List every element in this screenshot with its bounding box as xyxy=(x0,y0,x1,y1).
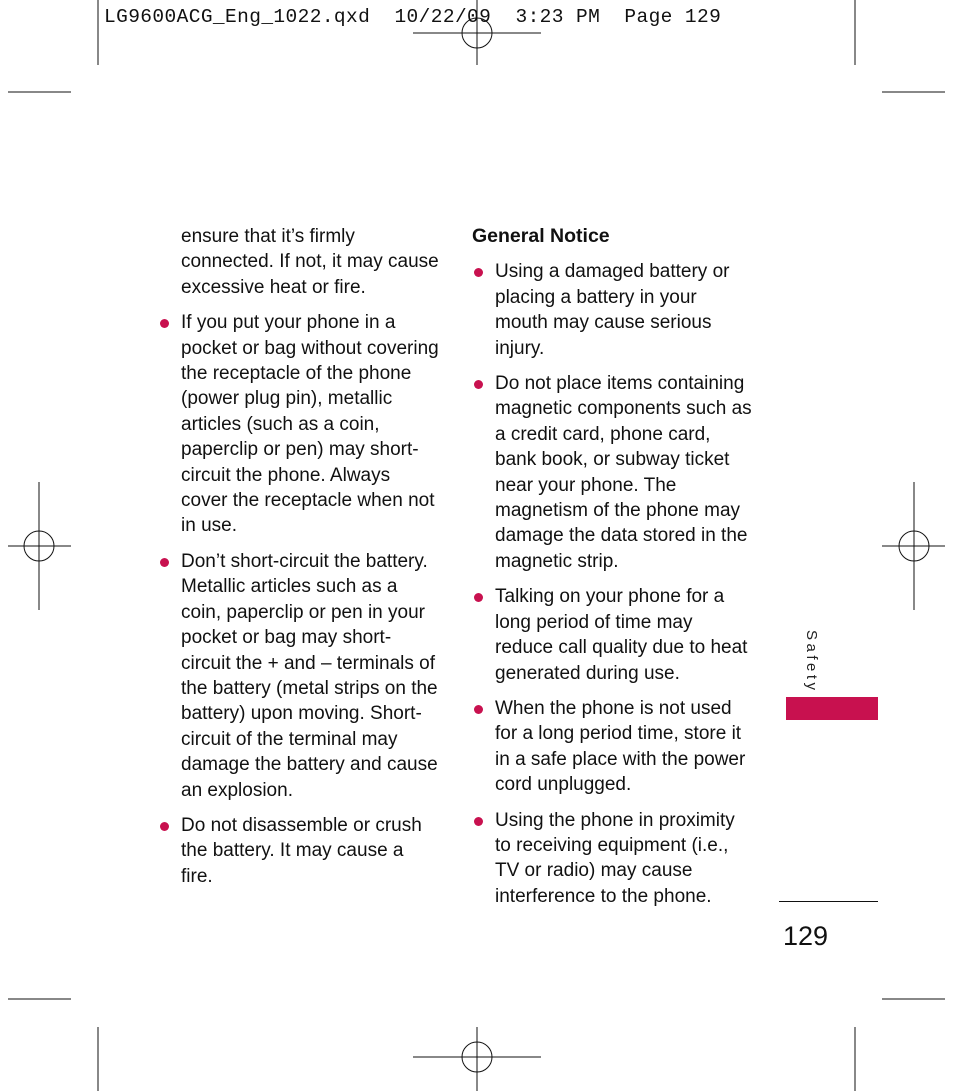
continued-paragraph: ensure that it’s firmly connected. If not, it may cause excessive heat or fire. xyxy=(181,226,439,298)
bullet-text: If you put your phone in a pocket or bag without covering the receptacle of the phone (power plug pin), metallic articles (such as a coin, paperclip or pen) may short-circuit the phone. Always cover the receptacle when not in use. xyxy=(181,312,439,537)
bullet-dot-icon xyxy=(474,705,483,714)
bullet-text: Do not place items containing magnetic components such as a credit card, phone card, bank book, or subway ticket near your phone. The magnetism of the phone may damage the data stored in the magnetic strip. xyxy=(495,373,752,572)
bullet-text: Do not disassemble or crush the battery. It may cause a fire. xyxy=(181,814,422,887)
bullet-text: Using a damaged battery or placing a battery in your mouth may cause serious injury. xyxy=(495,261,730,359)
bullet-item xyxy=(472,584,754,686)
bullet-dot-icon xyxy=(474,380,483,389)
section-heading: General Notice xyxy=(472,225,610,247)
page-number: 129 xyxy=(783,921,829,951)
bullet-item xyxy=(158,549,440,803)
bullet-dot-icon xyxy=(474,268,483,277)
bullet-dot-icon xyxy=(160,558,169,567)
bullet-text: When the phone is not used for a long period time, store it in a safe place with the power cord unplugged. xyxy=(495,697,746,796)
folio-divider xyxy=(779,901,878,902)
left-column xyxy=(158,224,440,899)
bullet-dot-icon xyxy=(160,319,169,328)
section-color-tab xyxy=(786,697,878,720)
bullet-text: Using the phone in proximity to receiving equipment (i.e., TV or radio) may cause interference to the phone. xyxy=(495,809,735,907)
bullet-item xyxy=(472,808,754,910)
right-column xyxy=(472,224,754,919)
bullet-item xyxy=(472,259,754,361)
print-slug: LG9600ACG_Eng_1022.qxd 10/22/09 3:23 PM Page 129 xyxy=(104,6,722,28)
bullet-text: Don’t short-circuit the battery. Metallic articles such as a coin, paperclip or pen in your pocket or bag may short-circuit the + and – terminals of the battery (metal strips on the battery) upon moving. Short-circuit of the terminal may damage the battery and cause an explosion. xyxy=(181,550,438,801)
bullet-item xyxy=(158,310,440,539)
bullet-item xyxy=(158,813,440,889)
bullet-item xyxy=(472,696,754,798)
bullet-dot-icon xyxy=(474,593,483,602)
bullet-text: Talking on your phone for a long period of time may reduce call quality due to heat generated during use. xyxy=(495,586,748,684)
bullet-dot-icon xyxy=(160,822,169,831)
section-tab-label: Safety xyxy=(803,630,820,694)
bullet-item xyxy=(472,371,754,574)
bullet-dot-icon xyxy=(474,817,483,826)
